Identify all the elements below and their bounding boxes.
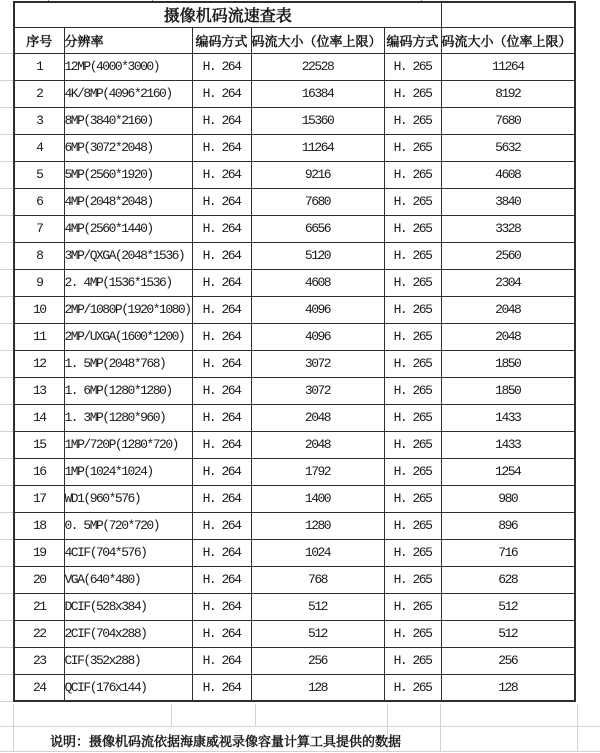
table-row <box>14 80 575 107</box>
cell-rate-h264: 7680 <box>251 188 384 215</box>
cell-rate-h264: 1024 <box>251 539 384 566</box>
cell-rate-h265: 2304 <box>441 269 575 296</box>
cell-resolution: 12MP(4000*3000) <box>64 53 192 80</box>
cell-codec-h265: H. 265 <box>384 539 441 566</box>
cell-codec-h264: H. 264 <box>192 269 251 296</box>
cell-rate-h265: 2560 <box>441 242 575 269</box>
cell-rate-h265: 1850 <box>441 377 575 404</box>
cell-codec-h264: H. 264 <box>192 512 251 539</box>
cell-codec-h264: H. 264 <box>192 215 251 242</box>
column-header-bitrate-h265: 码流大小（位率上限） <box>441 27 575 53</box>
cell-no: 17 <box>14 485 64 512</box>
cell-resolution: 8MP(3840*2160) <box>64 107 192 134</box>
cell-codec-h264: H. 264 <box>192 80 251 107</box>
cell-rate-h264: 2048 <box>251 431 384 458</box>
cell-codec-h264: H. 264 <box>192 242 251 269</box>
cell-rate-h265: 5632 <box>441 134 575 161</box>
cell-rate-h264: 11264 <box>251 134 384 161</box>
cell-no: 3 <box>14 107 64 134</box>
cell-rate-h264: 4608 <box>251 269 384 296</box>
cell-codec-h264: H. 264 <box>192 377 251 404</box>
cell-codec-h265: H. 265 <box>384 269 441 296</box>
cell-codec-h264: H. 264 <box>192 350 251 377</box>
table-row <box>14 566 575 593</box>
cell-rate-h265: 256 <box>441 647 575 674</box>
cell-rate-h265: 8192 <box>441 80 575 107</box>
gridline <box>13 704 14 751</box>
cell-rate-h265: 1254 <box>441 458 575 485</box>
cell-rate-h264: 4096 <box>251 296 384 323</box>
cell-codec-h265: H. 265 <box>384 566 441 593</box>
cell-rate-h264: 1792 <box>251 458 384 485</box>
cell-codec-h265: H. 265 <box>384 188 441 215</box>
cell-rate-h264: 512 <box>251 620 384 647</box>
cell-codec-h265: H. 265 <box>384 620 441 647</box>
cell-no: 14 <box>14 404 64 431</box>
table-row <box>14 215 575 242</box>
table-row <box>14 593 575 620</box>
cell-no: 2 <box>14 80 64 107</box>
table-row <box>14 431 575 458</box>
cell-rate-h264: 4096 <box>251 323 384 350</box>
cell-codec-h265: H. 265 <box>384 647 441 674</box>
cell-rate-h264: 512 <box>251 593 384 620</box>
cell-codec-h265: H. 265 <box>384 134 441 161</box>
table-body <box>14 53 575 701</box>
title-row-empty-cell <box>441 2 575 27</box>
cell-resolution: 1MP/720P(1280*720) <box>64 431 192 458</box>
cell-codec-h265: H. 265 <box>384 404 441 431</box>
cell-no: 7 <box>14 215 64 242</box>
cell-no: 6 <box>14 188 64 215</box>
cell-rate-h265: 4608 <box>441 161 575 188</box>
table-row <box>14 296 575 323</box>
cell-resolution: VGA(640*480) <box>64 566 192 593</box>
table-row <box>14 161 575 188</box>
cell-codec-h264: H. 264 <box>192 107 251 134</box>
header-row <box>14 27 575 53</box>
cell-rate-h264: 2048 <box>251 404 384 431</box>
cell-resolution: DCIF(528x384) <box>64 593 192 620</box>
cell-codec-h264: H. 264 <box>192 188 251 215</box>
cell-codec-h265: H. 265 <box>384 80 441 107</box>
table-row <box>14 134 575 161</box>
cell-resolution: 3MP/QXGA(2048*1536) <box>64 242 192 269</box>
cell-resolution: 4CIF(704*576) <box>64 539 192 566</box>
cell-no: 20 <box>14 566 64 593</box>
cell-no: 10 <box>14 296 64 323</box>
cell-rate-h265: 512 <box>441 620 575 647</box>
cell-codec-h265: H. 265 <box>384 458 441 485</box>
column-header-codec-h264: 编码方式 <box>192 27 251 53</box>
gridline <box>440 704 441 751</box>
cell-rate-h265: 628 <box>441 566 575 593</box>
cell-rate-h264: 1400 <box>251 485 384 512</box>
cell-resolution: 4MP(2560*1440) <box>64 215 192 242</box>
cell-rate-h265: 3840 <box>441 188 575 215</box>
table-row <box>14 377 575 404</box>
cell-codec-h264: H. 264 <box>192 296 251 323</box>
cell-codec-h264: H. 264 <box>192 674 251 701</box>
cell-rate-h264: 128 <box>251 674 384 701</box>
bitrate-lookup-table <box>13 1 576 702</box>
table-title: 摄像机码流速查表 <box>14 2 441 27</box>
table-row <box>14 485 575 512</box>
gridline <box>171 704 172 726</box>
gridline <box>0 751 600 752</box>
note-text: 说明：摄像机码流依据海康威视录像容量计算工具提供的数据 <box>50 735 402 750</box>
cell-rate-h265: 3328 <box>441 215 575 242</box>
table-row <box>14 674 575 701</box>
table-row <box>14 323 575 350</box>
cell-no: 22 <box>14 620 64 647</box>
cell-no: 24 <box>14 674 64 701</box>
cell-codec-h265: H. 265 <box>384 512 441 539</box>
cell-no: 11 <box>14 323 64 350</box>
cell-no: 15 <box>14 431 64 458</box>
cell-no: 9 <box>14 269 64 296</box>
cell-codec-h264: H. 264 <box>192 323 251 350</box>
column-header-resolution: 分辨率 <box>64 27 192 53</box>
cell-resolution: 4K/8MP(4096*2160) <box>64 80 192 107</box>
cell-resolution: 5MP(2560*1920) <box>64 161 192 188</box>
table-row <box>14 458 575 485</box>
cell-codec-h265: H. 265 <box>384 215 441 242</box>
cell-rate-h265: 11264 <box>441 53 575 80</box>
column-header-bitrate-h264: 码流大小（位率上限） <box>251 27 384 53</box>
table-row <box>14 350 575 377</box>
cell-no: 5 <box>14 161 64 188</box>
cell-resolution: CIF(352x288) <box>64 647 192 674</box>
gridline <box>0 726 600 727</box>
cell-resolution: 4MP(2048*2048) <box>64 188 192 215</box>
cell-rate-h264: 6656 <box>251 215 384 242</box>
column-header-no: 序号 <box>14 27 64 53</box>
table-row <box>14 512 575 539</box>
cell-rate-h264: 15360 <box>251 107 384 134</box>
cell-no: 21 <box>14 593 64 620</box>
cell-resolution: 1. 3MP(1280*960) <box>64 404 192 431</box>
cell-rate-h264: 22528 <box>251 53 384 80</box>
cell-resolution: 2CIF(704x288) <box>64 620 192 647</box>
cell-codec-h264: H. 264 <box>192 566 251 593</box>
cell-codec-h264: H. 264 <box>192 53 251 80</box>
cell-resolution: 2MP/UXGA(1600*1200) <box>64 323 192 350</box>
cell-no: 18 <box>14 512 64 539</box>
cell-rate-h265: 7680 <box>441 107 575 134</box>
cell-rate-h264: 3072 <box>251 377 384 404</box>
cell-codec-h264: H. 264 <box>192 431 251 458</box>
cell-rate-h265: 896 <box>441 512 575 539</box>
cell-rate-h265: 128 <box>441 674 575 701</box>
column-header-codec-h265: 编码方式 <box>384 27 441 53</box>
table-row <box>14 539 575 566</box>
cell-resolution: WD1(960*576) <box>64 485 192 512</box>
cell-rate-h264: 1280 <box>251 512 384 539</box>
cell-codec-h265: H. 265 <box>384 377 441 404</box>
cell-rate-h265: 2048 <box>441 323 575 350</box>
cell-no: 8 <box>14 242 64 269</box>
gridline <box>577 704 578 751</box>
cell-codec-h264: H. 264 <box>192 620 251 647</box>
cell-codec-h265: H. 265 <box>384 674 441 701</box>
title-row <box>14 2 575 27</box>
cell-no: 19 <box>14 539 64 566</box>
cell-codec-h265: H. 265 <box>384 242 441 269</box>
cell-codec-h264: H. 264 <box>192 485 251 512</box>
cell-rate-h264: 5120 <box>251 242 384 269</box>
cell-no: 16 <box>14 458 64 485</box>
cell-codec-h265: H. 265 <box>384 431 441 458</box>
cell-codec-h264: H. 264 <box>192 161 251 188</box>
cell-codec-h264: H. 264 <box>192 539 251 566</box>
cell-resolution: 1. 6MP(1280*1280) <box>64 377 192 404</box>
cell-resolution: 2MP/1080P(1920*1080) <box>64 296 192 323</box>
cell-codec-h264: H. 264 <box>192 458 251 485</box>
table-row <box>14 53 575 80</box>
cell-rate-h264: 256 <box>251 647 384 674</box>
cell-resolution: 1. 5MP(2048*768) <box>64 350 192 377</box>
cell-rate-h264: 768 <box>251 566 384 593</box>
sheet-gridlines-left <box>0 27 13 703</box>
cell-resolution: 6MP(3072*2048) <box>64 134 192 161</box>
cell-codec-h264: H. 264 <box>192 404 251 431</box>
table-row <box>14 107 575 134</box>
cell-codec-h265: H. 265 <box>384 107 441 134</box>
cell-codec-h265: H. 265 <box>384 593 441 620</box>
cell-codec-h265: H. 265 <box>384 296 441 323</box>
cell-resolution: 2. 4MP(1536*1536) <box>64 269 192 296</box>
cell-resolution: QCIF(176x144) <box>64 674 192 701</box>
cell-codec-h265: H. 265 <box>384 323 441 350</box>
cell-rate-h265: 716 <box>441 539 575 566</box>
cell-no: 12 <box>14 350 64 377</box>
gridline <box>255 704 256 726</box>
table-row <box>14 269 575 296</box>
cell-rate-h264: 16384 <box>251 80 384 107</box>
cell-rate-h265: 1433 <box>441 431 575 458</box>
cell-codec-h264: H. 264 <box>192 647 251 674</box>
cell-rate-h265: 1433 <box>441 404 575 431</box>
cell-no: 1 <box>14 53 64 80</box>
cell-resolution: 1MP(1024*1024) <box>64 458 192 485</box>
cell-rate-h265: 2048 <box>441 296 575 323</box>
cell-codec-h265: H. 265 <box>384 485 441 512</box>
table-row <box>14 620 575 647</box>
cell-rate-h264: 9216 <box>251 161 384 188</box>
cell-rate-h264: 3072 <box>251 350 384 377</box>
cell-codec-h264: H. 264 <box>192 134 251 161</box>
cell-codec-h265: H. 265 <box>384 161 441 188</box>
table-row <box>14 404 575 431</box>
cell-rate-h265: 512 <box>441 593 575 620</box>
cell-codec-h265: H. 265 <box>384 350 441 377</box>
cell-rate-h265: 1850 <box>441 350 575 377</box>
cell-codec-h264: H. 264 <box>192 593 251 620</box>
cell-resolution: 0. 5MP(720*720) <box>64 512 192 539</box>
cell-rate-h265: 980 <box>441 485 575 512</box>
cell-no: 23 <box>14 647 64 674</box>
table-row <box>14 188 575 215</box>
cell-codec-h265: H. 265 <box>384 53 441 80</box>
table-row <box>14 647 575 674</box>
table-row <box>14 242 575 269</box>
cell-no: 13 <box>14 377 64 404</box>
cell-no: 4 <box>14 134 64 161</box>
